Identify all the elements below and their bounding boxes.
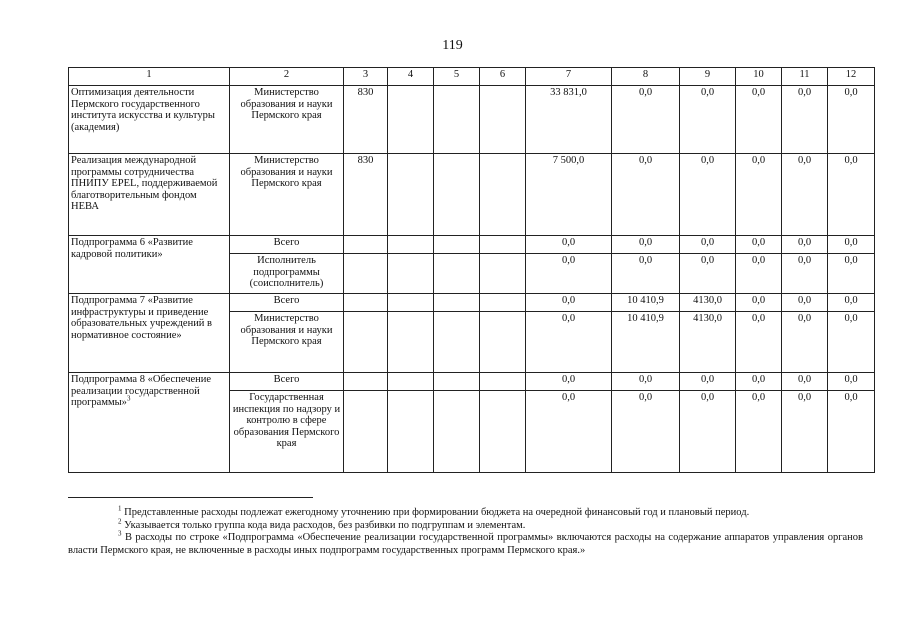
value-cell: 0,0 — [828, 294, 875, 312]
value-cell: 0,0 — [680, 391, 736, 473]
empty-cell — [480, 391, 526, 473]
footnote-2 — [68, 517, 863, 533]
value-cell: 0,0 — [612, 86, 680, 154]
empty-cell — [388, 373, 434, 391]
value-cell: 0,0 — [736, 294, 782, 312]
empty-cell — [480, 254, 526, 294]
value-cell: 0,0 — [782, 86, 828, 154]
footnote-marker: 3 — [118, 529, 122, 538]
expense-code-cell: 830 — [344, 86, 388, 154]
value-cell: 0,0 — [828, 391, 875, 473]
empty-cell — [434, 154, 480, 236]
empty-cell — [480, 373, 526, 391]
executor-cell: Всего — [230, 294, 344, 312]
header-cell: 9 — [680, 68, 736, 86]
value-cell: 0,0 — [782, 254, 828, 294]
empty-cell — [480, 294, 526, 312]
value-cell: 4130,0 — [680, 312, 736, 373]
value-cell: 0,0 — [680, 254, 736, 294]
value-cell: 0,0 — [782, 236, 828, 254]
empty-cell — [434, 373, 480, 391]
value-cell: 0,0 — [736, 312, 782, 373]
value-cell: 0,0 — [782, 294, 828, 312]
empty-cell — [434, 312, 480, 373]
footnote-3 — [68, 529, 863, 557]
empty-cell — [344, 373, 388, 391]
footnote-divider — [68, 497, 313, 498]
value-cell: 0,0 — [736, 391, 782, 473]
empty-cell — [388, 236, 434, 254]
value-cell: 0,0 — [680, 86, 736, 154]
value-cell: 0,0 — [612, 373, 680, 391]
value-cell: 0,0 — [782, 373, 828, 391]
footnote-text: Указывается только группа кода вида расходов, без разбивки по подгруппам и элементам. — [124, 519, 526, 531]
value-cell: 0,0 — [526, 391, 612, 473]
value-cell: 33 831,0 — [526, 86, 612, 154]
executor-cell: Министерство образования и науки Пермского края — [230, 154, 344, 236]
empty-cell — [434, 391, 480, 473]
empty-cell — [480, 312, 526, 373]
budget-table — [68, 67, 875, 473]
header-cell: 1 — [69, 68, 230, 86]
header-cell: 11 — [782, 68, 828, 86]
value-cell: 0,0 — [680, 373, 736, 391]
value-cell: 0,0 — [828, 373, 875, 391]
header-cell: 6 — [480, 68, 526, 86]
table-header-row — [69, 68, 875, 86]
footnotes — [68, 504, 863, 557]
program-name-cell: Подпрограмма 7 «Развитие инфраструктуры и приведение образовательных учреждений в нормативное состояние» — [69, 294, 230, 373]
table-row — [69, 373, 875, 391]
executor-cell: Министерство образования и науки Пермского края — [230, 86, 344, 154]
empty-cell — [480, 236, 526, 254]
empty-cell — [344, 312, 388, 373]
program-name-cell: Реализация международной программы сотрудничества ПНИПУ EPEL, поддерживаемой благотворительным фондом НЕВА — [69, 154, 230, 236]
empty-cell — [480, 154, 526, 236]
empty-cell — [344, 236, 388, 254]
table-row — [69, 86, 875, 154]
empty-cell — [434, 294, 480, 312]
value-cell: 0,0 — [526, 236, 612, 254]
program-name-cell — [69, 373, 230, 473]
page-number: 119 — [442, 38, 463, 53]
empty-cell — [388, 254, 434, 294]
value-cell: 0,0 — [526, 373, 612, 391]
value-cell: 0,0 — [828, 154, 875, 236]
table-row — [69, 236, 875, 254]
empty-cell — [388, 391, 434, 473]
value-cell: 0,0 — [828, 312, 875, 373]
value-cell: 0,0 — [736, 254, 782, 294]
value-cell: 0,0 — [680, 236, 736, 254]
footnote-marker: 3 — [126, 394, 131, 403]
header-cell: 5 — [434, 68, 480, 86]
value-cell: 0,0 — [526, 312, 612, 373]
header-cell: 4 — [388, 68, 434, 86]
value-cell: 0,0 — [782, 391, 828, 473]
empty-cell — [388, 294, 434, 312]
header-cell: 3 — [344, 68, 388, 86]
empty-cell — [434, 86, 480, 154]
value-cell: 0,0 — [736, 86, 782, 154]
empty-cell — [480, 86, 526, 154]
value-cell: 0,0 — [736, 154, 782, 236]
value-cell: 0,0 — [526, 254, 612, 294]
program-name-text: Подпрограмма 8 «Обеспечение реализации государственной программы» — [71, 374, 212, 408]
value-cell: 0,0 — [828, 254, 875, 294]
footnote-1 — [68, 504, 863, 520]
table-row — [69, 294, 875, 312]
program-name-cell: Подпрограмма 6 «Развитие кадровой политики» — [69, 236, 230, 294]
value-cell: 0,0 — [782, 312, 828, 373]
header-cell: 2 — [230, 68, 344, 86]
value-cell: 4130,0 — [680, 294, 736, 312]
value-cell: 0,0 — [612, 154, 680, 236]
program-name-cell: Оптимизация деятельности Пермского государственного института искусства и культуры (академия) — [69, 86, 230, 154]
empty-cell — [388, 312, 434, 373]
value-cell: 0,0 — [828, 236, 875, 254]
footnote-marker: 2 — [118, 517, 122, 525]
executor-cell: Всего — [230, 373, 344, 391]
value-cell: 0,0 — [736, 236, 782, 254]
header-cell: 12 — [828, 68, 875, 86]
executor-cell: Всего — [230, 236, 344, 254]
value-cell: 0,0 — [612, 254, 680, 294]
value-cell: 0,0 — [612, 236, 680, 254]
value-cell: 10 410,9 — [612, 312, 680, 373]
empty-cell — [434, 236, 480, 254]
value-cell: 0,0 — [526, 294, 612, 312]
value-cell: 0,0 — [612, 391, 680, 473]
empty-cell — [344, 294, 388, 312]
empty-cell — [434, 254, 480, 294]
empty-cell — [388, 154, 434, 236]
executor-cell: Исполнитель подпрограммы (соисполнитель) — [230, 254, 344, 294]
footnote-text: В расходы по строке «Подпрограмма «Обеспечение реализации государственной программы» включаются расходы на содержание аппаратов управления органов власти Пермского края, не включенные в расходы иных подпрограмм государственных программ Пермского края.» — [68, 532, 863, 556]
value-cell: 0,0 — [736, 373, 782, 391]
executor-cell: Государственная инспекция по надзору и контролю в сфере образования Пермского края — [230, 391, 344, 473]
table-row — [69, 154, 875, 236]
empty-cell — [388, 86, 434, 154]
value-cell: 0,0 — [828, 86, 875, 154]
value-cell: 10 410,9 — [612, 294, 680, 312]
header-cell: 10 — [736, 68, 782, 86]
value-cell: 0,0 — [680, 154, 736, 236]
value-cell: 7 500,0 — [526, 154, 612, 236]
value-cell: 0,0 — [782, 154, 828, 236]
header-cell: 7 — [526, 68, 612, 86]
empty-cell — [344, 391, 388, 473]
empty-cell — [344, 254, 388, 294]
footnote-text: Представленные расходы подлежат ежегодному уточнению при формировании бюджета на очередной финансовый год и плановый период. — [124, 507, 750, 518]
executor-cell: Министерство образования и науки Пермского края — [230, 312, 344, 373]
footnote-marker: 1 — [118, 504, 122, 513]
header-cell: 8 — [612, 68, 680, 86]
expense-code-cell: 830 — [344, 154, 388, 236]
